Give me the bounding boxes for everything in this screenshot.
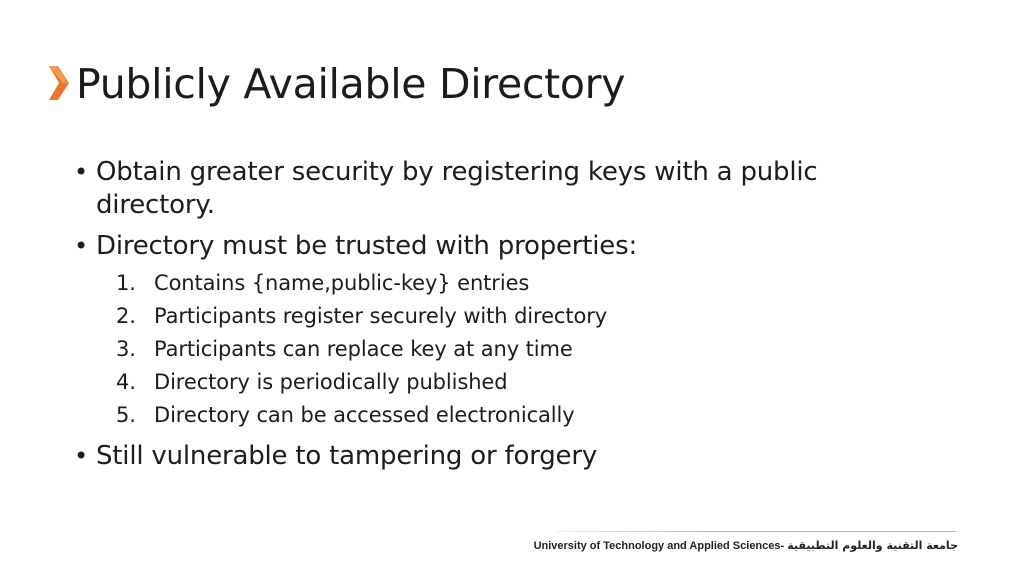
property-item: [96, 333, 934, 366]
title-arrow-icon: [49, 66, 69, 100]
property-text: Participants register securely with directory: [154, 304, 608, 328]
property-item: [96, 267, 934, 300]
property-item: [96, 300, 934, 333]
property-text: Contains {name,public-key} entries: [154, 271, 530, 295]
bullet-text: Still vulnerable to tampering or forgery: [96, 441, 598, 471]
footer-english: University of Technology and Applied Sciences-: [533, 540, 785, 552]
property-text: Directory can be accessed electronically: [154, 403, 575, 427]
properties-list: [96, 267, 934, 432]
bullet-item: [74, 440, 934, 473]
property-text: Participants can replace key at any time: [154, 337, 573, 361]
property-number: 5.: [116, 403, 136, 427]
property-item: [96, 366, 934, 399]
bullet-list: [74, 156, 934, 473]
bullet-item: [74, 230, 934, 432]
property-number: 2.: [116, 304, 136, 328]
property-number: 3.: [116, 337, 136, 361]
slide-title: Publicly Available Directory: [76, 60, 626, 108]
bullet-text: Obtain greater security by registering keys with a public directory.: [96, 157, 818, 220]
property-item: [96, 399, 934, 432]
property-number: 1.: [116, 271, 136, 295]
bullet-text: Directory must be trusted with properties:: [96, 231, 638, 261]
property-number: 4.: [116, 370, 136, 394]
footer-divider: [556, 531, 956, 532]
property-text: Directory is periodically published: [154, 370, 508, 394]
footer-institution: [534, 538, 958, 554]
footer-arabic: جامعة التقنية والعلوم التطبيقية: [787, 539, 958, 552]
bullet-item: [74, 156, 934, 222]
